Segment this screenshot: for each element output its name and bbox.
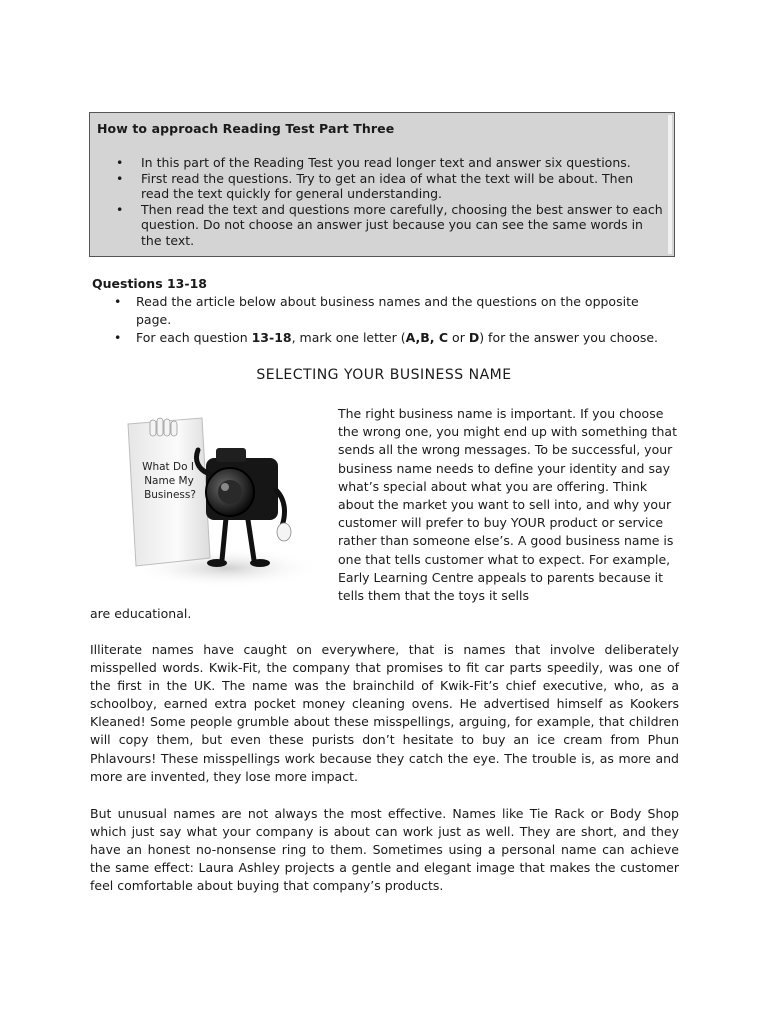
answer-letter-last: D	[468, 330, 480, 345]
question-range: 13-18	[251, 330, 292, 345]
article-intro-text: The right business name is important. If you choose the wrong one, you might end up with something that sends all the wrong messages. To be successful, your business name needs to define your identity and say what’s special about what you are offering. Think about the market you want to sell into, and why your customer will prefer to buy YOUR product or service rather than someone else’s. A good business name is one that tells customer what to expect. For example, Early Learning Centre appeals to parents because it tells them that the toys it sells	[338, 406, 677, 604]
sign-text-line: What Do I	[142, 461, 194, 473]
sign-text-line: Business?	[144, 489, 196, 501]
bullet-text: ) for the answer you choose.	[479, 330, 659, 345]
article-paragraph-3: But unusual names are not always the most effective. Names like Tie Rack or Body Shop which just say what your company is about can work just as well. They are short, and they have an honest no-nonsense ring to them. Sometimes using a personal name can achieve the same effect: Laura Ashley projects a gentle and elegant image that makes the customer feel comfortable about buying that company’s products.	[90, 806, 679, 894]
business-name-illustration	[114, 410, 326, 590]
approach-bullet: • Then read the text and questions more carefully, choosing the best answer to each question. Do not choose an answer just because you can see the same words in the text.	[116, 202, 664, 249]
box-edge-strip	[668, 115, 672, 254]
article-intro-tail: are educational.	[90, 606, 192, 621]
approach-title: How to approach Reading Test Part Three	[97, 121, 395, 136]
questions-bullet-list	[114, 293, 674, 347]
bullet-text: , mark one letter (	[291, 330, 406, 345]
questions-bullet: • Read the article below about business names and the questions on the opposite page.	[114, 293, 674, 329]
article-paragraph-2: Illiterate names have caught on everywhere, that is names that involve deliberately misspelled words. Kwik-Fit, the company that promises to fit car parts speedily, was one of the first in the UK. The name was the brainchild of Kwik-Fit’s chief executive, who, as a schoolboy, earned extra pocket money cleaning ovens. He advertised himself as Kookers Kleaned! Some people grumble about these misspellings, arguing, for example, that children will copy them, but even these purists don’t hesitate to buy an ice cream from Phun Phlavours! These misspellings work because they catch the eye. The trouble is, as more and more are invented, they lose more impact.	[90, 642, 679, 784]
bullet-text: For each question	[136, 330, 252, 345]
answer-letters: A,B, C	[405, 330, 449, 345]
approach-bullet: • In this part of the Reading Test you read longer text and answer six questions.	[116, 155, 664, 171]
bullet-text: or	[448, 330, 469, 345]
approach-bullet-list	[116, 155, 664, 248]
questions-bullet	[114, 329, 674, 347]
article-title: SELECTING YOUR BUSINESS NAME	[256, 367, 512, 383]
sign-text-line: Name My	[144, 475, 194, 487]
questions-heading: Questions 13-18	[92, 276, 207, 291]
approach-bullet: • First read the questions. Try to get an idea of what the text will be about. Then read the text quickly for general understanding.	[116, 171, 664, 202]
approach-instructions-box	[89, 112, 675, 257]
